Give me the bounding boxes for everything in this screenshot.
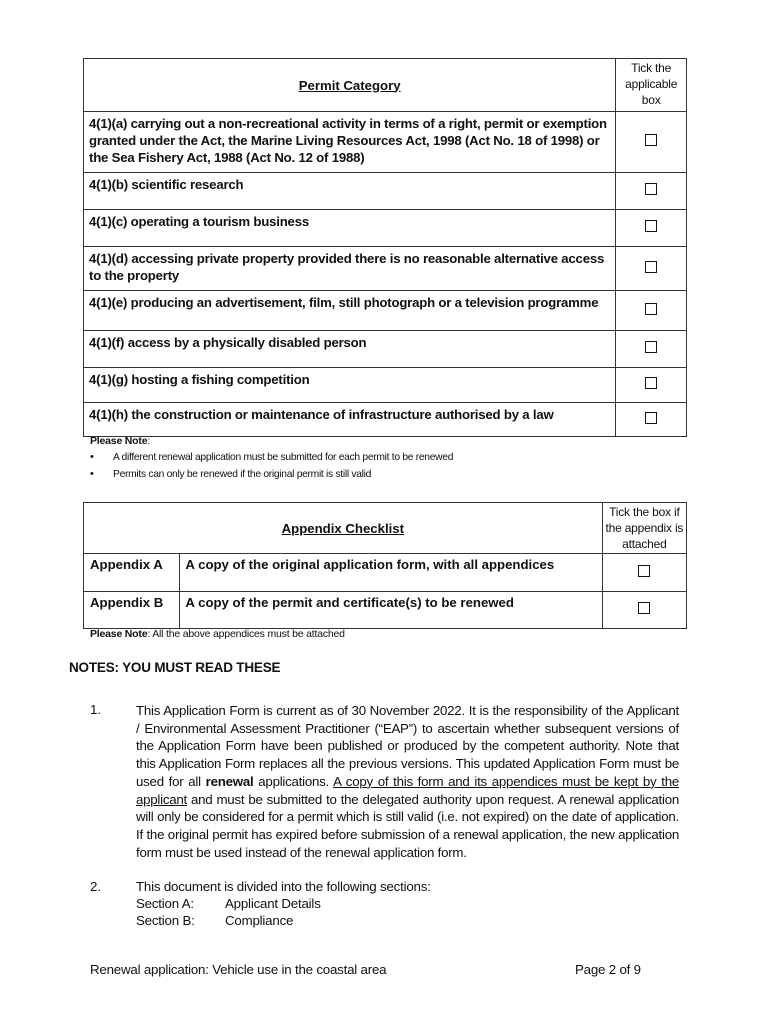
- checkbox-permit-e[interactable]: [645, 303, 657, 315]
- permit-row-text: 4(1)(b) scientific research: [84, 173, 616, 210]
- permit-row-text: 4(1)(e) producing an advertisement, film, still photograph or a television programme: [84, 291, 616, 331]
- permit-row-text: 4(1)(c) operating a tourism business: [84, 210, 616, 247]
- permit-row-text: 4(1)(a) carrying out a non-recreational activity in terms of a right, permit or exemption granted under the Act, the Marine Living Resources Act, 1998 (Act No. 18 of 1998) or the Sea Fishery Act, 1988 (Act No. 12 of 1988): [84, 112, 616, 173]
- appendix-checklist-table: [83, 502, 687, 629]
- appendix-note: [90, 628, 345, 640]
- tick-applicable-heading: Tick the applicable box: [616, 59, 687, 112]
- checkbox-permit-f[interactable]: [645, 341, 657, 353]
- notes-heading: NOTES: YOU MUST READ THESE: [69, 660, 281, 675]
- permit-row-g: [84, 368, 687, 403]
- appendix-table-header: [84, 503, 687, 554]
- checkbox-permit-h[interactable]: [645, 412, 657, 424]
- permit-note: Please Note:: [90, 435, 151, 447]
- permit-row-text: 4(1)(d) accessing private property provided there is no reasonable alternative access to the property: [84, 247, 616, 291]
- permit-row-c: [84, 210, 687, 247]
- permit-row-h: [84, 403, 687, 437]
- note-paragraph-2: This document is divided into the following sections:: [136, 879, 431, 894]
- checkbox-permit-a[interactable]: [645, 134, 657, 146]
- appendix-row-a: [84, 554, 687, 592]
- appendix-note-text: : All the above appendices must be attached: [147, 628, 345, 640]
- checkbox-permit-c[interactable]: [645, 220, 657, 232]
- appendix-row-b: [84, 592, 687, 629]
- permit-note-bullets: [90, 449, 453, 483]
- permit-category-table: [83, 58, 687, 437]
- permit-row-d: [84, 247, 687, 291]
- permit-row-a: [84, 112, 687, 173]
- checkbox-permit-g[interactable]: [645, 377, 657, 389]
- note-paragraph-1: This Application Form is current as of 30 November 2022. It is the responsibility of the Applicant / Environmental Assessment Practitioner (“EAP”) to ascertain whether subsequent versions of the Application Form have been published or produced by the competent authority. Note that this Application Form replaces all the previous versions. This updated Application Form must be used for all renewal applications. A copy of this form and its appendices must be kept by the applicant and must be submitted to the delegated authority upon request. A renewal application will only be considered for a permit which is still valid (i.e. not expired) on the date of application. If the original permit has expired before submission of a renewal application, the new application form must be used instead of the renewal application form.: [136, 703, 679, 860]
- footer-title: Renewal application: Vehicle use in the coastal area: [90, 962, 387, 977]
- permit-row-text: 4(1)(g) hosting a fishing competition: [84, 368, 616, 403]
- permit-row-text: 4(1)(f) access by a physically disabled person: [84, 331, 616, 368]
- permit-table-header: [84, 59, 687, 112]
- permit-row-f: [84, 331, 687, 368]
- permit-row-b: [84, 173, 687, 210]
- checkbox-permit-d[interactable]: [645, 261, 657, 273]
- list-item: • Permits can only be renewed if the original permit is still valid: [90, 466, 453, 483]
- appendix-label: Appendix B: [84, 592, 180, 629]
- underlined-instruction: A copy of this form and its appendices must be kept by the applicant: [136, 773, 679, 807]
- checkbox-appendix-a[interactable]: [638, 565, 650, 577]
- appendix-label: Appendix A: [84, 554, 180, 592]
- checkbox-appendix-b[interactable]: [638, 602, 650, 614]
- section-list-item: Section B: Compliance: [136, 913, 294, 928]
- appendix-description: A copy of the permit and certificate(s) to be renewed: [180, 592, 602, 629]
- tick-appendix-heading: Tick the box if the appendix is attached: [602, 503, 686, 554]
- section-list-item: Section A: Applicant Details: [136, 896, 321, 911]
- appendix-description: A copy of the original application form, with all appendices: [180, 554, 602, 592]
- please-note-label: Please Note: [90, 628, 148, 640]
- checkbox-permit-b[interactable]: [645, 183, 657, 195]
- renewal-emphasis: renewal: [205, 773, 254, 789]
- page-number: Page 2 of 9: [575, 962, 641, 977]
- permit-row-e: [84, 291, 687, 331]
- list-item: • A different renewal application must be submitted for each permit to be renewed: [90, 449, 453, 466]
- note-number: 1.: [90, 702, 102, 717]
- permit-category-heading: Permit Category: [84, 59, 616, 112]
- permit-row-text: 4(1)(h) the construction or maintenance of infrastructure authorised by a law: [84, 403, 616, 437]
- note-number: 2.: [90, 879, 102, 894]
- please-note-label: Please Note: [90, 435, 148, 447]
- appendix-checklist-heading: Appendix Checklist: [84, 503, 603, 554]
